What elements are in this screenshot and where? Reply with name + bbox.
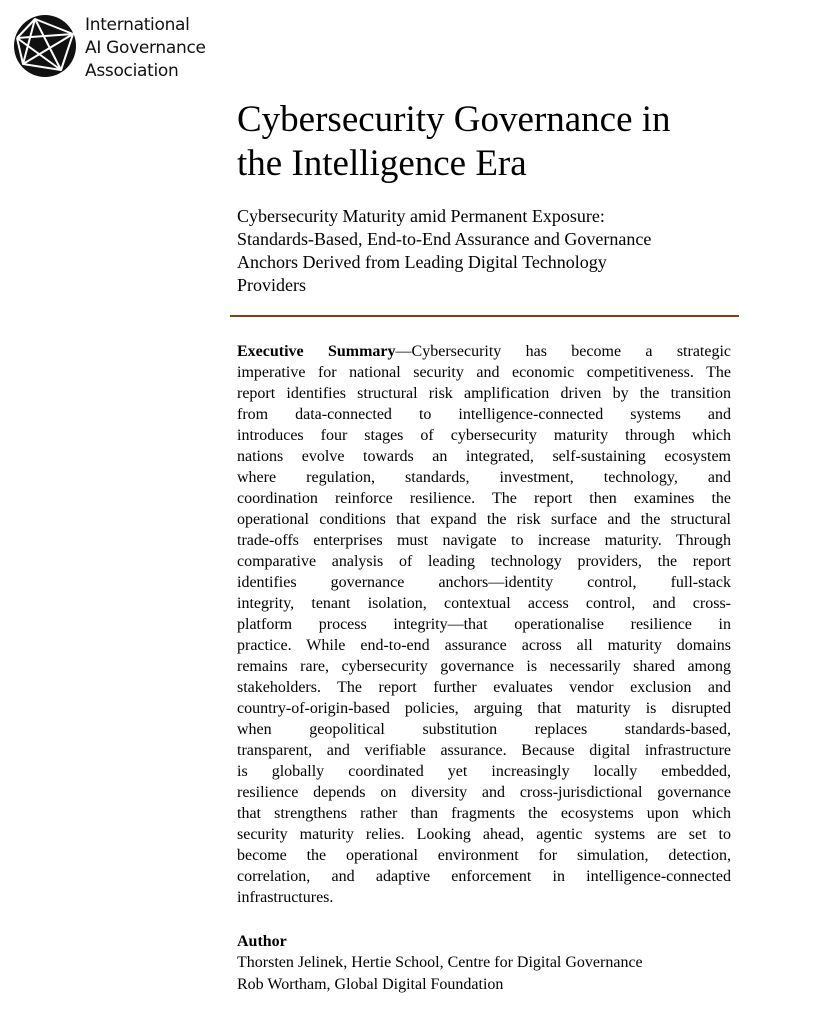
summary-line: coordination reinforce resilience. The report then examines the xyxy=(237,490,731,507)
network-globe-logo-icon xyxy=(13,14,77,78)
summary-line: integrity, tenant isolation, contextual access control, and cross- xyxy=(237,595,731,612)
summary-line: where regulation, standards, investment, technology, and xyxy=(237,469,731,486)
subtitle-line: Providers xyxy=(237,275,306,295)
summary-line: nations evolve towards an integrated, self-sustaining ecosystem xyxy=(237,448,731,465)
subtitle-line: Standards-Based, End-to-End Assurance and Governance xyxy=(237,229,652,249)
summary-line: security maturity relies. Looking ahead, agentic systems are set to xyxy=(237,826,731,843)
title-line: the Intelligence Era xyxy=(237,143,527,184)
summary-line: that strengthens rather than fragments the ecosystems upon which xyxy=(237,805,731,822)
summary-line: become the operational environment for simulation, detection, xyxy=(237,847,731,864)
summary-line: report identifies structural risk amplification driven by the transition xyxy=(237,385,731,402)
summary-line: platform process integrity—that operationalise resilience in xyxy=(237,616,731,633)
summary-line: transparent, and verifiable assurance. Because digital infrastructure xyxy=(237,742,731,759)
author-list xyxy=(237,952,643,996)
summary-line: comparative analysis of leading technology providers, the report xyxy=(237,553,731,570)
summary-line: when geopolitical substitution replaces standards-based, xyxy=(237,721,731,738)
author-entry: Thorsten Jelinek, Hertie School, Centre for Digital Governance xyxy=(237,954,643,971)
executive-summary xyxy=(237,341,731,908)
organization-name xyxy=(85,14,206,83)
summary-line xyxy=(237,341,731,362)
subtitle-line: Anchors Derived from Leading Digital Technology xyxy=(237,252,607,272)
organization-logo xyxy=(13,14,206,81)
section-divider xyxy=(230,315,739,317)
summary-line: introduces four stages of cybersecurity maturity through which xyxy=(237,427,731,444)
summary-line: from data-connected to intelligence-connected systems and xyxy=(237,406,731,423)
summary-line-text: —Cybersecurity has become a strategic xyxy=(395,343,732,360)
title-line: Cybersecurity Governance in xyxy=(237,99,671,140)
summary-line: remains rare, cybersecurity governance is necessarily shared among xyxy=(237,658,731,675)
organization-name-line: AI Governance xyxy=(85,38,206,58)
organization-name-line: Association xyxy=(85,61,179,81)
summary-line: practice. While end-to-end assurance across all maturity domains xyxy=(237,637,731,654)
document-subtitle xyxy=(237,205,717,297)
summary-line: imperative for national security and economic competitiveness. The xyxy=(237,364,731,381)
organization-name-line: International xyxy=(85,15,190,35)
author-entry: Rob Wortham, Global Digital Foundation xyxy=(237,976,504,993)
summary-line: resilience depends on diversity and cross-jurisdictional governance xyxy=(237,784,731,801)
summary-line: correlation, and adaptive enforcement in intelligence-connected xyxy=(237,868,731,885)
summary-lead: Executive Summary xyxy=(237,343,396,360)
summary-line: infrastructures. xyxy=(237,889,334,906)
summary-line: trade-offs enterprises must navigate to increase maturity. Through xyxy=(237,532,731,549)
summary-line: country-of-origin-based policies, arguing that maturity is disrupted xyxy=(237,700,731,717)
document-title xyxy=(237,98,757,186)
subtitle-line: Cybersecurity Maturity amid Permanent Exposure: xyxy=(237,206,605,226)
author-heading: Author xyxy=(237,933,287,950)
summary-line: is globally coordinated yet increasingly locally embedded, xyxy=(237,763,731,780)
summary-line: stakeholders. The report further evaluates vendor exclusion and xyxy=(237,679,731,696)
summary-line: operational conditions that expand the risk surface and the structural xyxy=(237,511,731,528)
summary-line: identifies governance anchors—identity control, full-stack xyxy=(237,574,731,591)
